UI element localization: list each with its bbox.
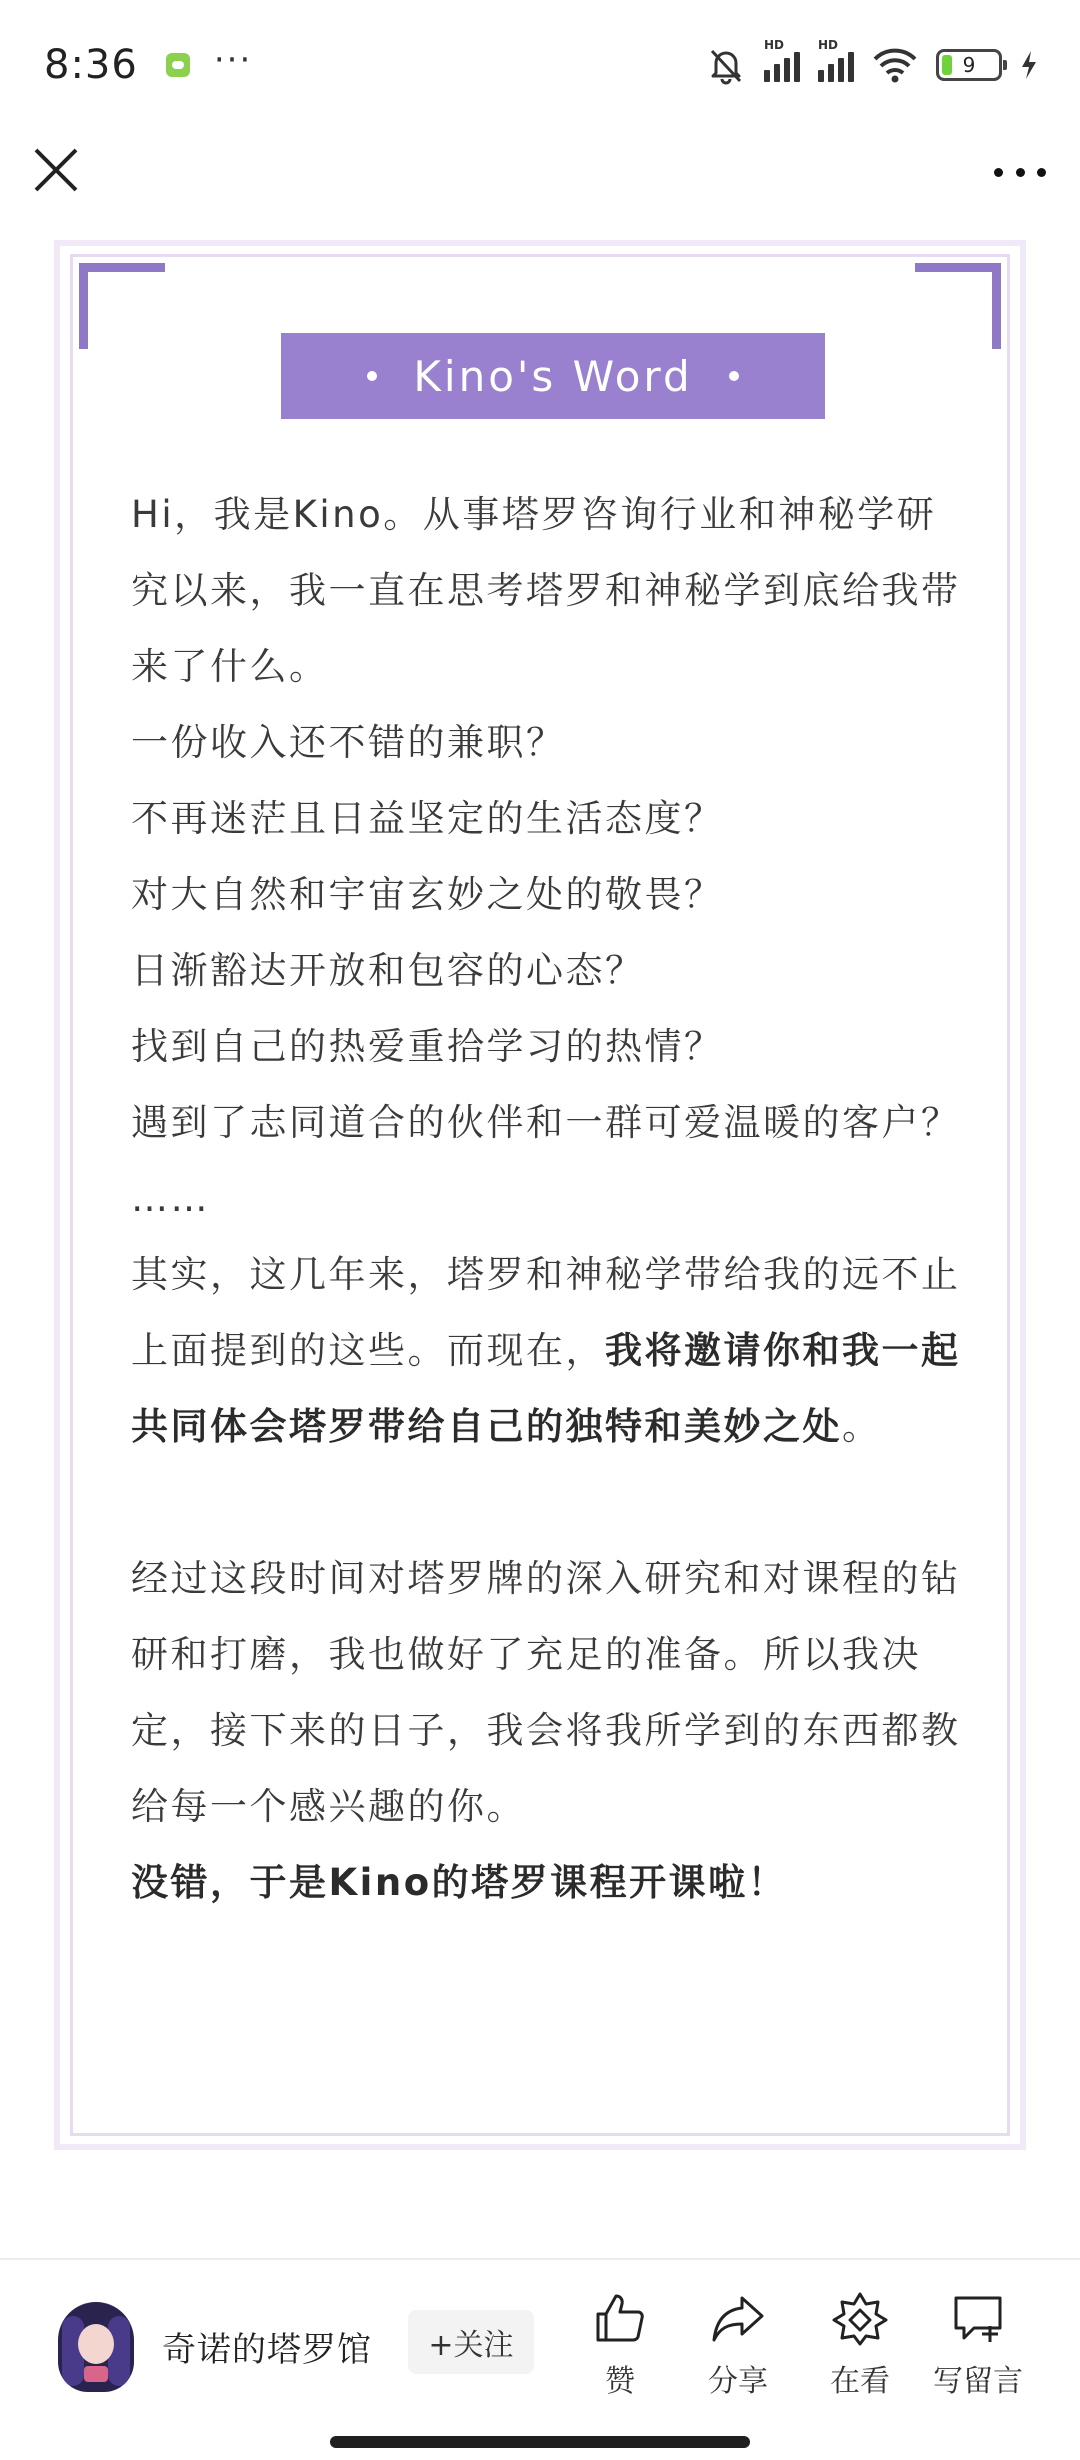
corner-decoration-top-right (915, 263, 1001, 272)
share-button[interactable] (678, 2290, 798, 2430)
article-title: Kino's Word (413, 351, 693, 401)
more-options-button[interactable] (988, 150, 1052, 194)
nav-bar (0, 130, 1080, 230)
looking-button[interactable] (800, 2290, 920, 2430)
hd-label: HD (764, 38, 785, 52)
hd-label-2: HD (818, 38, 839, 52)
cellular-signal-icon-1 (764, 38, 800, 82)
comment-label: 写留言 (933, 2364, 1023, 2399)
account-avatar[interactable] (58, 2302, 134, 2392)
looking-label: 在看 (830, 2364, 890, 2399)
status-time: 8:36 (44, 42, 138, 88)
close-button[interactable] (28, 142, 84, 198)
status-icons (706, 38, 1038, 85)
paragraph: 日渐豁达开放和包容的心态？ (131, 949, 645, 992)
cellular-signal-icon-2 (818, 38, 854, 82)
paragraph-emphasis: 没错，于是Kino的塔罗课程开课啦！ (131, 1861, 788, 1904)
star-looking-icon (832, 2290, 888, 2346)
share-arrow-icon (710, 2290, 766, 2346)
thumbs-up-icon (592, 2290, 648, 2346)
status-more-indicator: ··· (213, 40, 253, 80)
corner-decoration-top-left-vertical (79, 263, 88, 349)
paragraph: 找到自己的热爱重拾学习的热情？ (131, 1025, 724, 1068)
paragraph-tail: 。 (842, 1405, 882, 1448)
like-button[interactable] (560, 2290, 680, 2430)
corner-decoration-top-right-vertical (992, 263, 1001, 349)
account-name[interactable]: 奇诺的塔罗馆 (162, 2330, 372, 2370)
status-bar (0, 0, 1080, 130)
paragraph: Hi，我是Kino。从事塔罗咨询行业和神秘学研究以来，我一直在思考塔罗和神秘学到底给我带来了什么。 (131, 493, 961, 688)
bottom-action-bar (0, 2258, 1080, 2460)
wifi-icon (872, 47, 918, 83)
follow-button[interactable]: +关注 (408, 2310, 534, 2374)
wechat-notification-icon (166, 53, 190, 77)
paragraph-gap (131, 1465, 961, 1541)
bullet-dot-icon (729, 371, 739, 381)
article-body (131, 477, 961, 1921)
paragraph (131, 1237, 961, 1465)
corner-decoration-top-left (79, 263, 165, 272)
article-card-inner (70, 254, 1010, 2136)
close-icon (28, 142, 84, 198)
paragraph-emphasis: 我将邀请你和我一起共同体会塔罗带给自己的独特和美妙之处 (131, 1329, 961, 1448)
paragraph: 对大自然和宇宙玄妙之处的敬畏？ (131, 873, 724, 916)
battery-icon (936, 49, 1002, 81)
bullet-dot-icon (367, 371, 377, 381)
comment-add-icon (950, 2290, 1006, 2346)
paragraph-text: 其实，这几年来，塔罗和神秘学带给我的远不止上面提到的这些。而现在， (131, 1253, 961, 1372)
paragraph: …… (131, 1177, 210, 1220)
paragraph: 经过这段时间对塔罗牌的深入研究和对课程的钻研和打磨，我也做好了充足的准备。所以我决定，接下来的日子，我会将我所学到的东西都教给每一个感兴趣的你。 (131, 1557, 961, 1828)
more-horizontal-icon (994, 168, 1003, 177)
article-card (54, 240, 1026, 2150)
like-label: 赞 (605, 2364, 635, 2399)
paragraph: 一份收入还不错的兼职？ (131, 721, 566, 764)
home-indicator[interactable] (330, 2436, 750, 2448)
battery-level: 9 (962, 53, 976, 77)
mute-bell-icon (706, 45, 746, 85)
paragraph: 遇到了志同道合的伙伴和一群可爱温暖的客户？ (131, 1101, 961, 1144)
article-title-banner (281, 333, 825, 419)
comment-button[interactable] (918, 2290, 1038, 2430)
charging-bolt-icon (1020, 50, 1038, 80)
paragraph: 不再迷茫且日益坚定的生活态度？ (131, 797, 724, 840)
share-label: 分享 (708, 2364, 768, 2399)
